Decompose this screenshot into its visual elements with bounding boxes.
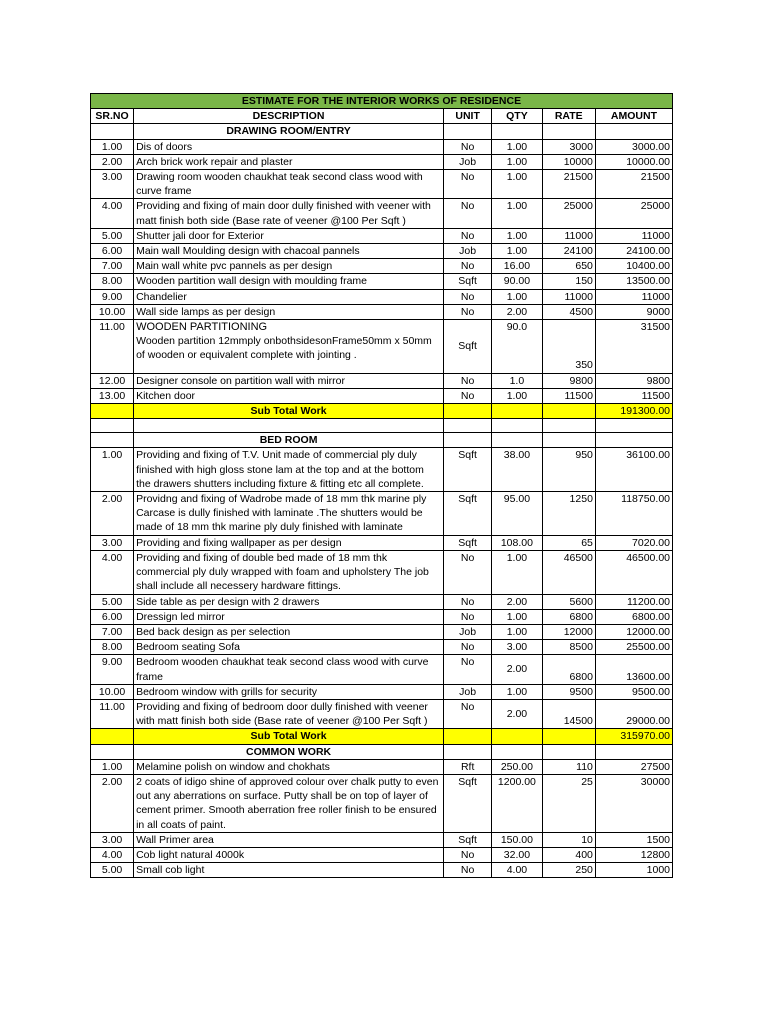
- row-amount: 11500: [595, 388, 672, 403]
- row-unit: No: [444, 863, 492, 878]
- row-rate: 65: [542, 535, 595, 550]
- row-amount: 11200.00: [595, 594, 672, 609]
- subtotal-label: Sub Total Work: [134, 404, 444, 419]
- row-description: Bedroom window with grills for security: [134, 684, 444, 699]
- subtotal-amount: 191300.00: [595, 404, 672, 419]
- row-unit: Job: [444, 154, 492, 169]
- row-description: Bedroom seating Sofa: [134, 640, 444, 655]
- common-work-rows: [91, 759, 673, 878]
- row-description: Kitchen door: [134, 388, 444, 403]
- table-row: [91, 388, 673, 403]
- row-unit: No: [444, 699, 492, 728]
- bedroom-rows: [91, 448, 673, 729]
- section-row: [91, 433, 673, 448]
- row-qty: 1.00: [492, 550, 542, 594]
- row-unit: No: [444, 259, 492, 274]
- row-unit: No: [444, 847, 492, 862]
- table-row: [91, 448, 673, 492]
- row-description-heading: WOODEN PARTITIONING: [136, 321, 268, 334]
- table-row: [91, 699, 673, 728]
- table-row: [91, 228, 673, 243]
- row-sr-no: 13.00: [91, 388, 134, 403]
- row-unit: No: [444, 655, 492, 684]
- table-row: [91, 244, 673, 259]
- row-rate: 250: [542, 863, 595, 878]
- row-description: Main wall Moulding design with chacoal pannels: [134, 244, 444, 259]
- section-heading-common: COMMON WORK: [134, 744, 444, 759]
- row-description: Wooden partition wall design with moulding frame: [134, 274, 444, 289]
- row-description: Small cob light: [134, 863, 444, 878]
- table-row: [91, 863, 673, 878]
- subtotal-label: Sub Total Work: [134, 729, 444, 744]
- row-sr-no: 9.00: [91, 655, 134, 684]
- row-sr-no: 3.00: [91, 832, 134, 847]
- row-qty: 2.00: [492, 699, 542, 728]
- row-sr-no: 3.00: [91, 170, 134, 199]
- row-rate: 3000: [542, 139, 595, 154]
- row-unit: Job: [444, 624, 492, 639]
- row-description-detail: Wooden partition 12mmply onbothsidesonFrame50mm x 50mm of wooden or equivalent complete with jointing .: [136, 335, 432, 362]
- row-qty: 2.00: [492, 655, 542, 684]
- row-description: Wall side lamps as per design: [134, 304, 444, 319]
- row-rate: 6800: [542, 655, 595, 684]
- row-amount: 12800: [595, 847, 672, 862]
- row-amount: 25500.00: [595, 640, 672, 655]
- row-rate: 25: [542, 774, 595, 832]
- row-unit: No: [444, 550, 492, 594]
- subtotal-amount: 315970.00: [595, 729, 672, 744]
- row-description: Wall Primer area: [134, 832, 444, 847]
- header-row: [91, 109, 673, 124]
- row-description: Designer console on partition wall with mirror: [134, 373, 444, 388]
- row-sr-no: 4.00: [91, 550, 134, 594]
- row-qty: 1.00: [492, 388, 542, 403]
- row-rate: 11000: [542, 289, 595, 304]
- col-header-unit: UNIT: [444, 109, 492, 124]
- row-unit: No: [444, 594, 492, 609]
- row-description: Bedroom wooden chaukhat teak second class wood with curve frame: [134, 655, 444, 684]
- row-unit: No: [444, 139, 492, 154]
- row-unit: Sqft: [444, 492, 492, 536]
- subtotal-row: [91, 404, 673, 419]
- col-header-desc: DESCRIPTION: [134, 109, 444, 124]
- table-row: [91, 274, 673, 289]
- row-rate: 150: [542, 274, 595, 289]
- row-unit: No: [444, 609, 492, 624]
- table-row: [91, 684, 673, 699]
- row-amount: 13600.00: [595, 655, 672, 684]
- section-row: [91, 124, 673, 139]
- table-row: [91, 320, 673, 374]
- table-row: [91, 594, 673, 609]
- row-qty: 1.00: [492, 244, 542, 259]
- row-unit: No: [444, 228, 492, 243]
- row-sr-no: 4.00: [91, 199, 134, 228]
- row-unit: Sqft: [444, 832, 492, 847]
- row-rate: 21500: [542, 170, 595, 199]
- row-description: Side table as per design with 2 drawers: [134, 594, 444, 609]
- estimate-table: [90, 93, 673, 878]
- row-rate: 5600: [542, 594, 595, 609]
- table-row: [91, 139, 673, 154]
- row-unit: No: [444, 289, 492, 304]
- table-row: [91, 259, 673, 274]
- row-amount: 12000.00: [595, 624, 672, 639]
- sheet-title: ESTIMATE FOR THE INTERIOR WORKS OF RESIDENCE: [91, 94, 673, 109]
- row-rate: 950: [542, 448, 595, 492]
- row-amount: 118750.00: [595, 492, 672, 536]
- row-unit: Sqft: [444, 774, 492, 832]
- drawing-room-rows: [91, 139, 673, 403]
- row-amount: 9800: [595, 373, 672, 388]
- row-qty: 1.00: [492, 228, 542, 243]
- row-sr-no: 11.00: [91, 699, 134, 728]
- row-sr-no: 1.00: [91, 139, 134, 154]
- row-qty: 4.00: [492, 863, 542, 878]
- row-unit: Job: [444, 244, 492, 259]
- row-unit: Job: [444, 684, 492, 699]
- row-rate: 9800: [542, 373, 595, 388]
- row-unit: No: [444, 373, 492, 388]
- row-sr-no: 3.00: [91, 535, 134, 550]
- row-rate: 24100: [542, 244, 595, 259]
- row-description: Providng and fixing of Wadrobe made of 18 mm thk marine ply Carcase is dully finished with laminate .The shutters would be made of 18 mm thk marine ply duly finished with laminate: [134, 492, 444, 536]
- row-qty: 250.00: [492, 759, 542, 774]
- row-unit: No: [444, 388, 492, 403]
- row-unit: No: [444, 304, 492, 319]
- table-row: [91, 199, 673, 228]
- row-sr-no: 6.00: [91, 609, 134, 624]
- row-rate: 6800: [542, 609, 595, 624]
- row-description: Shutter jali door for Exterior: [134, 228, 444, 243]
- row-description: Providing and fixing wallpaper as per design: [134, 535, 444, 550]
- table-row: [91, 373, 673, 388]
- row-qty: 1.00: [492, 289, 542, 304]
- row-qty: 2.00: [492, 594, 542, 609]
- table-row: [91, 550, 673, 594]
- row-rate: 1250: [542, 492, 595, 536]
- row-qty: 90.00: [492, 274, 542, 289]
- row-description: Arch brick work repair and plaster: [134, 154, 444, 169]
- row-sr-no: 1.00: [91, 448, 134, 492]
- row-amount: 10400.00: [595, 259, 672, 274]
- col-header-amount: AMOUNT: [595, 109, 672, 124]
- row-description: Chandelier: [134, 289, 444, 304]
- row-description: Main wall white pvc pannels as per design: [134, 259, 444, 274]
- row-qty: 108.00: [492, 535, 542, 550]
- row-description: Providing and fixing of T.V. Unit made of commercial ply duly finished with high gloss stone lam at the top and at the bottom the drawers shutters including fixture & fitting etc all complete.: [134, 448, 444, 492]
- row-amount: 21500: [595, 170, 672, 199]
- row-description: Dis of doors: [134, 139, 444, 154]
- row-amount: 27500: [595, 759, 672, 774]
- row-description: Cob light natural 4000k: [134, 847, 444, 862]
- row-qty: 90.0: [492, 320, 542, 374]
- row-rate: 11500: [542, 388, 595, 403]
- row-amount: 46500.00: [595, 550, 672, 594]
- table-row: [91, 170, 673, 199]
- row-rate: 25000: [542, 199, 595, 228]
- row-unit: No: [444, 199, 492, 228]
- blank-row: [91, 419, 673, 433]
- row-amount: 10000.00: [595, 154, 672, 169]
- row-amount: 36100.00: [595, 448, 672, 492]
- row-description: Providing and fixing of main door dully finished with veener with matt finish both side (Base rate of veener @100 Per Sqft ): [134, 199, 444, 228]
- row-qty: 1.00: [492, 609, 542, 624]
- row-description: Providing and fixing of double bed made of 18 mm thk commercial ply duly wrapped with foam and upholstery The job shall include all necessery hardware fittings.: [134, 550, 444, 594]
- row-qty: 1.00: [492, 139, 542, 154]
- row-sr-no: 12.00: [91, 373, 134, 388]
- subtotal-row: [91, 729, 673, 744]
- table-row: [91, 847, 673, 862]
- row-description: Providing and fixing of bedroom door dully finished with veener with matt finish both side (Base rate of veener @100 Per Sqft ): [134, 699, 444, 728]
- row-qty: 1.0: [492, 373, 542, 388]
- row-rate: 8500: [542, 640, 595, 655]
- row-unit: Sqft: [444, 274, 492, 289]
- row-rate: 650: [542, 259, 595, 274]
- row-rate: 10000: [542, 154, 595, 169]
- row-unit: Rft: [444, 759, 492, 774]
- row-amount: 3000.00: [595, 139, 672, 154]
- row-amount: 30000: [595, 774, 672, 832]
- row-description: Melamine polish on window and chokhats: [134, 759, 444, 774]
- table-row: [91, 304, 673, 319]
- row-qty: 3.00: [492, 640, 542, 655]
- row-qty: 2.00: [492, 304, 542, 319]
- row-description: Drawing room wooden chaukhat teak second class wood with curve frame: [134, 170, 444, 199]
- row-qty: 32.00: [492, 847, 542, 862]
- row-amount: 13500.00: [595, 274, 672, 289]
- row-sr-no: 7.00: [91, 259, 134, 274]
- row-sr-no: 8.00: [91, 274, 134, 289]
- row-qty: 1.00: [492, 170, 542, 199]
- table-row: [91, 535, 673, 550]
- table-row: [91, 289, 673, 304]
- row-qty: 16.00: [492, 259, 542, 274]
- row-amount: 24100.00: [595, 244, 672, 259]
- row-qty: 38.00: [492, 448, 542, 492]
- table-row: [91, 832, 673, 847]
- row-amount: 11000: [595, 228, 672, 243]
- row-sr-no: 11.00: [91, 320, 134, 374]
- row-qty: 1.00: [492, 684, 542, 699]
- row-qty: 1.00: [492, 154, 542, 169]
- section-heading-drawing: DRAWING ROOM/ENTRY: [134, 124, 444, 139]
- row-description: [134, 320, 444, 374]
- row-rate: 14500: [542, 699, 595, 728]
- row-sr-no: 4.00: [91, 847, 134, 862]
- row-amount: 31500: [595, 320, 672, 374]
- row-rate: 9500: [542, 684, 595, 699]
- row-qty: 1.00: [492, 199, 542, 228]
- table-row: [91, 609, 673, 624]
- title-row: [91, 94, 673, 109]
- table-row: [91, 624, 673, 639]
- row-sr-no: 5.00: [91, 228, 134, 243]
- table-row: [91, 640, 673, 655]
- table-row: [91, 655, 673, 684]
- section-heading-bedroom: BED ROOM: [134, 433, 444, 448]
- row-sr-no: 6.00: [91, 244, 134, 259]
- row-rate: 350: [542, 320, 595, 374]
- row-unit: No: [444, 640, 492, 655]
- col-header-rate: RATE: [542, 109, 595, 124]
- table-row: [91, 759, 673, 774]
- row-description: Bed back design as per selection: [134, 624, 444, 639]
- row-sr-no: 2.00: [91, 492, 134, 536]
- row-qty: 1200.00: [492, 774, 542, 832]
- col-header-sr: SR.NO: [91, 109, 134, 124]
- row-sr-no: 2.00: [91, 154, 134, 169]
- row-rate: 12000: [542, 624, 595, 639]
- row-amount: 9500.00: [595, 684, 672, 699]
- row-description: 2 coats of idigo shine of approved colour over chalk putty to even out any aberrations on surface. Putty shall be on top of layer of cement primer. Smooth aberration free roller finish to be ensured in all coats of paint.: [134, 774, 444, 832]
- row-unit: No: [444, 170, 492, 199]
- row-amount: 7020.00: [595, 535, 672, 550]
- row-unit: Sqft: [444, 448, 492, 492]
- row-rate: 46500: [542, 550, 595, 594]
- row-sr-no: 10.00: [91, 304, 134, 319]
- row-amount: 9000: [595, 304, 672, 319]
- row-sr-no: 7.00: [91, 624, 134, 639]
- section-row: [91, 744, 673, 759]
- row-amount: 1500: [595, 832, 672, 847]
- row-amount: 1000: [595, 863, 672, 878]
- row-rate: 4500: [542, 304, 595, 319]
- row-sr-no: 10.00: [91, 684, 134, 699]
- row-qty: 95.00: [492, 492, 542, 536]
- row-qty: 1.00: [492, 624, 542, 639]
- row-unit: Sqft: [444, 320, 492, 374]
- row-sr-no: 1.00: [91, 759, 134, 774]
- row-rate: 10: [542, 832, 595, 847]
- row-sr-no: 2.00: [91, 774, 134, 832]
- row-amount: 6800.00: [595, 609, 672, 624]
- row-rate: 110: [542, 759, 595, 774]
- row-sr-no: 5.00: [91, 594, 134, 609]
- table-row: [91, 774, 673, 832]
- col-header-qty: QTY: [492, 109, 542, 124]
- row-rate: 11000: [542, 228, 595, 243]
- row-unit: Sqft: [444, 535, 492, 550]
- row-rate: 400: [542, 847, 595, 862]
- row-description: Dressign led mirror: [134, 609, 444, 624]
- table-row: [91, 492, 673, 536]
- row-sr-no: 8.00: [91, 640, 134, 655]
- row-amount: 11000: [595, 289, 672, 304]
- row-amount: 25000: [595, 199, 672, 228]
- row-sr-no: 9.00: [91, 289, 134, 304]
- row-qty: 150.00: [492, 832, 542, 847]
- table-row: [91, 154, 673, 169]
- row-amount: 29000.00: [595, 699, 672, 728]
- row-sr-no: 5.00: [91, 863, 134, 878]
